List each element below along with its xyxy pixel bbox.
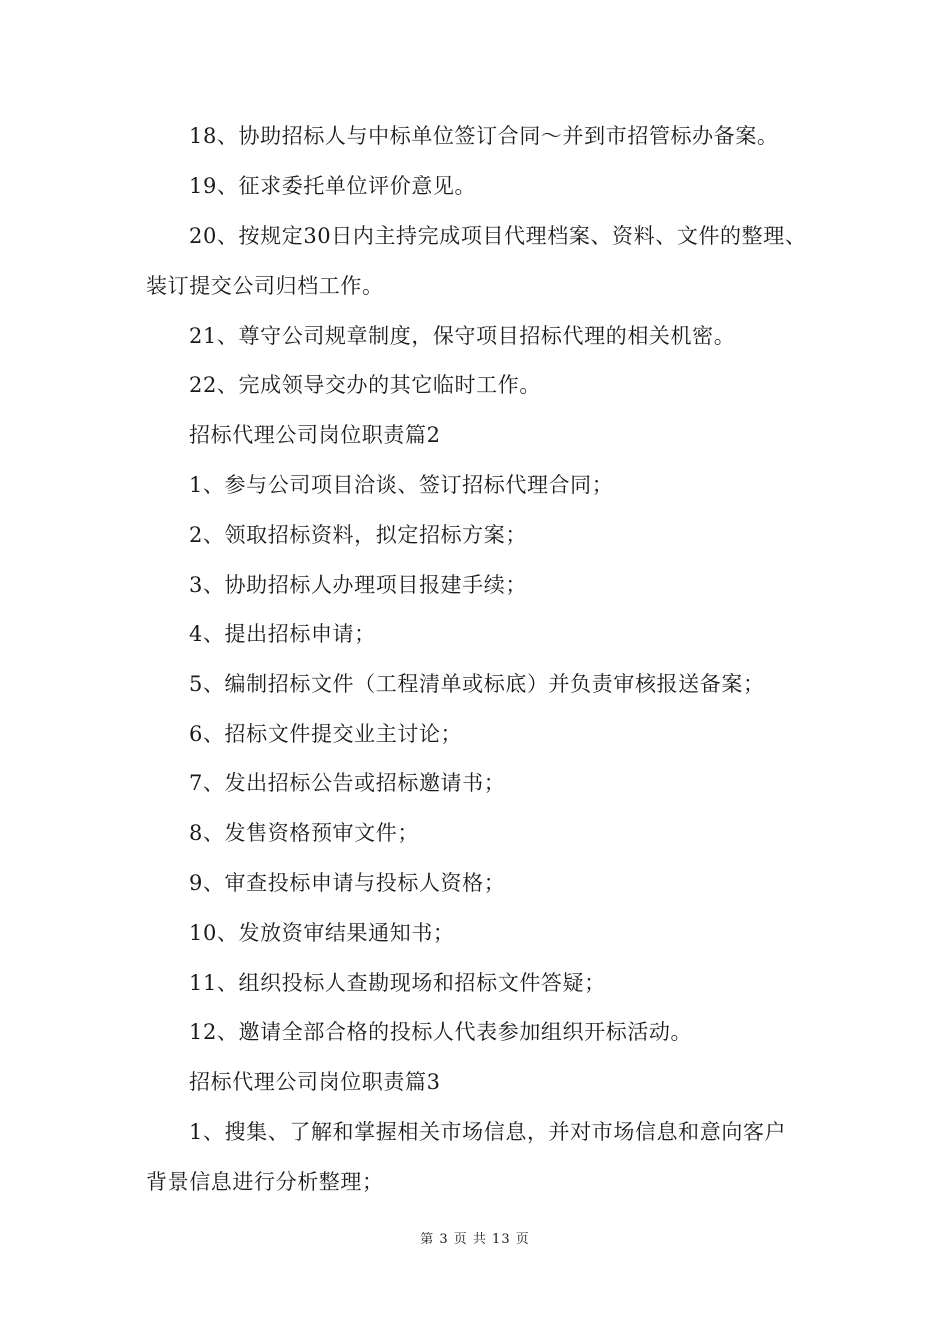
page-number-footer: 第 3 页 共 13 页	[420, 1232, 530, 1247]
list-item: 8、发售资格预审文件；	[189, 821, 419, 845]
list-item: 1、搜集、了解和掌握相关市场信息，并对市场信息和意向客户	[189, 1120, 787, 1144]
paragraph-line: 21、尊守公司规章制度，保守项目招标代理的相关机密。	[189, 324, 736, 348]
list-item: 10、发放资审结果通知书；	[189, 921, 455, 945]
list-item: 11、组织投标人查勘现场和招标文件答疑；	[189, 971, 606, 995]
list-item: 6、招标文件提交业主讨论；	[189, 722, 463, 746]
list-item: 5、编制招标文件（工程清单或标底）并负责审核报送备案；	[189, 672, 765, 696]
list-item: 7、发出招标公告或招标邀请书；	[189, 771, 506, 795]
paragraph-line: 18、协助招标人与中标单位签订合同～并到市招管标办备案。	[189, 124, 779, 148]
list-item: 2、领取招标资料，拟定招标方案；	[189, 523, 527, 547]
section-heading: 招标代理公司岗位职责篇2	[189, 423, 441, 447]
paragraph-line: 19、征求委托单位评价意见。	[189, 174, 477, 198]
list-item: 4、提出招标申请；	[189, 622, 376, 646]
section-heading: 招标代理公司岗位职责篇3	[189, 1070, 441, 1094]
list-item: 12、邀请全部合格的投标人代表参加组织开标活动。	[189, 1020, 693, 1044]
paragraph-line: 装订提交公司归档工作。	[146, 274, 384, 298]
paragraph-line: 20、按规定30日内主持完成项目代理档案、资料、文件的整理、	[189, 224, 807, 248]
list-item: 3、协助招标人办理项目报建手续；	[189, 573, 527, 597]
paragraph-line: 背景信息进行分析整理；	[146, 1170, 384, 1194]
list-item: 9、审查投标申请与投标人资格；	[189, 871, 506, 895]
paragraph-line: 22、完成领导交办的其它临时工作。	[189, 373, 541, 397]
list-item: 1、参与公司项目洽谈、签订招标代理合同；	[189, 473, 614, 497]
